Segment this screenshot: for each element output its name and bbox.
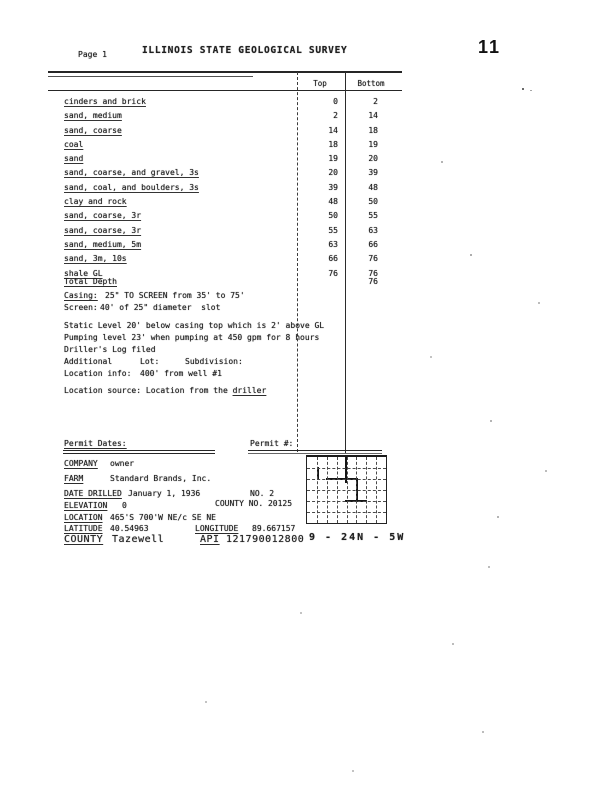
permit-number-label: Permit #: bbox=[250, 439, 294, 448]
elevation-label: ELEVATION bbox=[64, 501, 108, 510]
strata-bottom-depth: 18 bbox=[368, 125, 378, 135]
strata-row bbox=[64, 138, 404, 152]
strata-row bbox=[64, 252, 404, 266]
additional-label: Additional bbox=[64, 357, 113, 366]
scan-speck bbox=[441, 161, 443, 163]
strata-top-depth: 0 bbox=[333, 97, 338, 106]
scan-speck bbox=[430, 356, 432, 358]
strata-bottom-depth: 2 bbox=[373, 97, 378, 106]
api-label: API bbox=[200, 534, 220, 545]
grid-line bbox=[307, 512, 386, 513]
strata-row bbox=[64, 95, 404, 109]
latitude-value: 40.54963 bbox=[110, 524, 149, 533]
strata-material: sand, medium bbox=[64, 111, 122, 121]
strata-bottom-depth: 20 bbox=[368, 154, 378, 164]
grid-line bbox=[307, 490, 386, 491]
pumping-level-text: Pumping level 23' when pumping at 450 gpm for 8 hours bbox=[64, 333, 320, 342]
scan-speck bbox=[522, 88, 524, 90]
permit-rule bbox=[63, 450, 215, 451]
strata-bottom-depth: 14 bbox=[368, 111, 378, 121]
strata-top-depth: 50 bbox=[328, 211, 338, 221]
total-depth-value: 76 bbox=[368, 277, 378, 286]
strata-top-depth: 18 bbox=[328, 139, 338, 149]
date-drilled-label: DATE DRILLED bbox=[64, 489, 122, 498]
strata-top-depth: 39 bbox=[328, 182, 338, 192]
table-top-rule-fragment bbox=[48, 76, 253, 77]
subdivision-label: Subdivision: bbox=[185, 357, 243, 366]
strata-material: cinders and brick bbox=[64, 97, 146, 106]
permit-dates-label: Permit Dates: bbox=[64, 439, 127, 448]
farm-value: Standard Brands, Inc. bbox=[110, 474, 212, 483]
strata-material: sand bbox=[64, 154, 84, 164]
elevation-value: 0 bbox=[122, 501, 127, 510]
column-header-top: Top bbox=[313, 79, 327, 88]
drillers-log-text: Driller's Log filed bbox=[64, 345, 156, 354]
county-number: COUNTY NO. 20125 bbox=[215, 499, 293, 508]
scan-speck bbox=[482, 731, 484, 733]
scan-speck bbox=[530, 90, 532, 91]
grid-line bbox=[307, 479, 386, 480]
strata-row bbox=[64, 124, 404, 138]
strata-top-depth: 55 bbox=[328, 225, 338, 235]
scan-speck bbox=[497, 516, 499, 518]
strata-top-depth: 14 bbox=[328, 125, 338, 135]
strata-bottom-depth: 76 bbox=[368, 254, 378, 264]
county-label: COUNTY bbox=[64, 534, 104, 545]
strata-top-depth: 20 bbox=[328, 168, 338, 178]
scan-speck bbox=[488, 566, 490, 568]
company-label: COMPANY bbox=[64, 459, 98, 468]
strata-material: clay and rock bbox=[64, 197, 127, 207]
screen-value: 40' of 25" diameter slot bbox=[100, 303, 221, 312]
strata-material: sand, 3m, 10s bbox=[64, 254, 127, 264]
scan-speck bbox=[538, 302, 540, 304]
lot-label: Lot: bbox=[140, 357, 160, 366]
section-location-grid bbox=[306, 455, 387, 524]
page-label: Page 1 bbox=[78, 50, 107, 59]
scan-speck bbox=[452, 643, 454, 645]
company-value: owner bbox=[110, 459, 135, 468]
strata-row bbox=[64, 109, 404, 123]
grid-line bbox=[307, 501, 386, 502]
strata-bottom-depth: 19 bbox=[368, 139, 378, 149]
strata-material: shale GL bbox=[64, 268, 103, 278]
township-range-text: 9 - 24N - 5W bbox=[309, 532, 406, 543]
strata-row bbox=[64, 209, 404, 223]
api-value: 121790012800 bbox=[226, 534, 305, 545]
strata-row bbox=[64, 224, 404, 238]
scan-speck bbox=[490, 420, 492, 422]
location-info-label: Location info: bbox=[64, 369, 132, 378]
strata-top-depth: 66 bbox=[328, 254, 338, 264]
strata-bottom-depth: 76 bbox=[368, 268, 378, 278]
date-drilled-value: January 1, 1936 bbox=[128, 489, 201, 498]
casing-value: 25" TO SCREEN from 35' to 75' bbox=[105, 291, 245, 300]
strata-bottom-depth: 48 bbox=[368, 182, 378, 192]
handwritten-page-number: 11 bbox=[478, 37, 502, 57]
strata-material: sand, coarse bbox=[64, 125, 122, 135]
grid-line bbox=[307, 468, 386, 469]
county-value: Tazewell bbox=[112, 534, 165, 545]
strata-material: coal bbox=[64, 139, 84, 149]
scan-speck bbox=[205, 701, 207, 703]
strata-material: sand, medium, 5m bbox=[64, 239, 142, 249]
location-label: LOCATION bbox=[64, 513, 103, 522]
strata-material: sand, coarse, 3r bbox=[64, 211, 142, 221]
latitude-label: LATITUDE bbox=[64, 524, 103, 533]
longitude-label: LONGITUDE bbox=[195, 524, 239, 533]
strata-bottom-depth: 55 bbox=[368, 211, 378, 221]
location-source-text bbox=[64, 386, 266, 396]
permit-rule bbox=[63, 453, 215, 454]
scan-speck bbox=[545, 470, 547, 472]
static-level-text: Static Level 20' below casing top which is 2' above GL bbox=[64, 321, 325, 330]
table-top-rule bbox=[48, 71, 402, 73]
strata-bottom-depth: 63 bbox=[368, 225, 378, 235]
longitude-value: 89.667157 bbox=[252, 524, 296, 533]
scan-speck bbox=[352, 770, 354, 772]
farm-label: FARM bbox=[64, 474, 84, 483]
column-header-bottom: Bottom bbox=[357, 79, 385, 88]
strata-material: sand, coal, and boulders, 3s bbox=[64, 182, 199, 192]
strata-material: sand, coarse, and gravel, 3s bbox=[64, 168, 199, 178]
scan-speck bbox=[300, 612, 302, 614]
location-source-prefix: Location source: Location from the bbox=[64, 386, 233, 395]
permit-rule bbox=[248, 450, 382, 451]
strata-top-depth: 48 bbox=[328, 197, 338, 207]
strata-row bbox=[64, 238, 404, 252]
strata-table bbox=[64, 95, 404, 281]
strata-bottom-depth: 50 bbox=[368, 197, 378, 207]
well-number: NO. 2 bbox=[250, 489, 275, 498]
permit-rule bbox=[248, 453, 382, 454]
location-value: 465'S 700'W NE/c SE NE bbox=[110, 513, 216, 522]
location-info-value: 400' from well #1 bbox=[140, 369, 222, 378]
casing-label: Casing: bbox=[64, 291, 98, 300]
location-source-driller: driller bbox=[232, 386, 267, 395]
strata-row bbox=[64, 181, 404, 195]
strata-row bbox=[64, 195, 404, 209]
strata-row bbox=[64, 166, 404, 180]
strata-row bbox=[64, 152, 404, 166]
strata-top-depth: 63 bbox=[328, 239, 338, 249]
strata-top-depth: 2 bbox=[333, 111, 338, 121]
table-header-rule bbox=[48, 90, 402, 91]
strata-top-depth: 76 bbox=[328, 268, 338, 278]
strata-bottom-depth: 66 bbox=[368, 239, 378, 249]
total-depth-label: Total Depth bbox=[64, 277, 117, 286]
scan-speck bbox=[470, 254, 472, 256]
strata-material: sand, coarse, 3r bbox=[64, 225, 142, 235]
page-title: ILLINOIS STATE GEOLOGICAL SURVEY bbox=[142, 45, 348, 56]
screen-label: Screen: bbox=[64, 303, 98, 312]
strata-top-depth: 19 bbox=[328, 154, 338, 164]
strata-bottom-depth: 39 bbox=[368, 168, 378, 178]
